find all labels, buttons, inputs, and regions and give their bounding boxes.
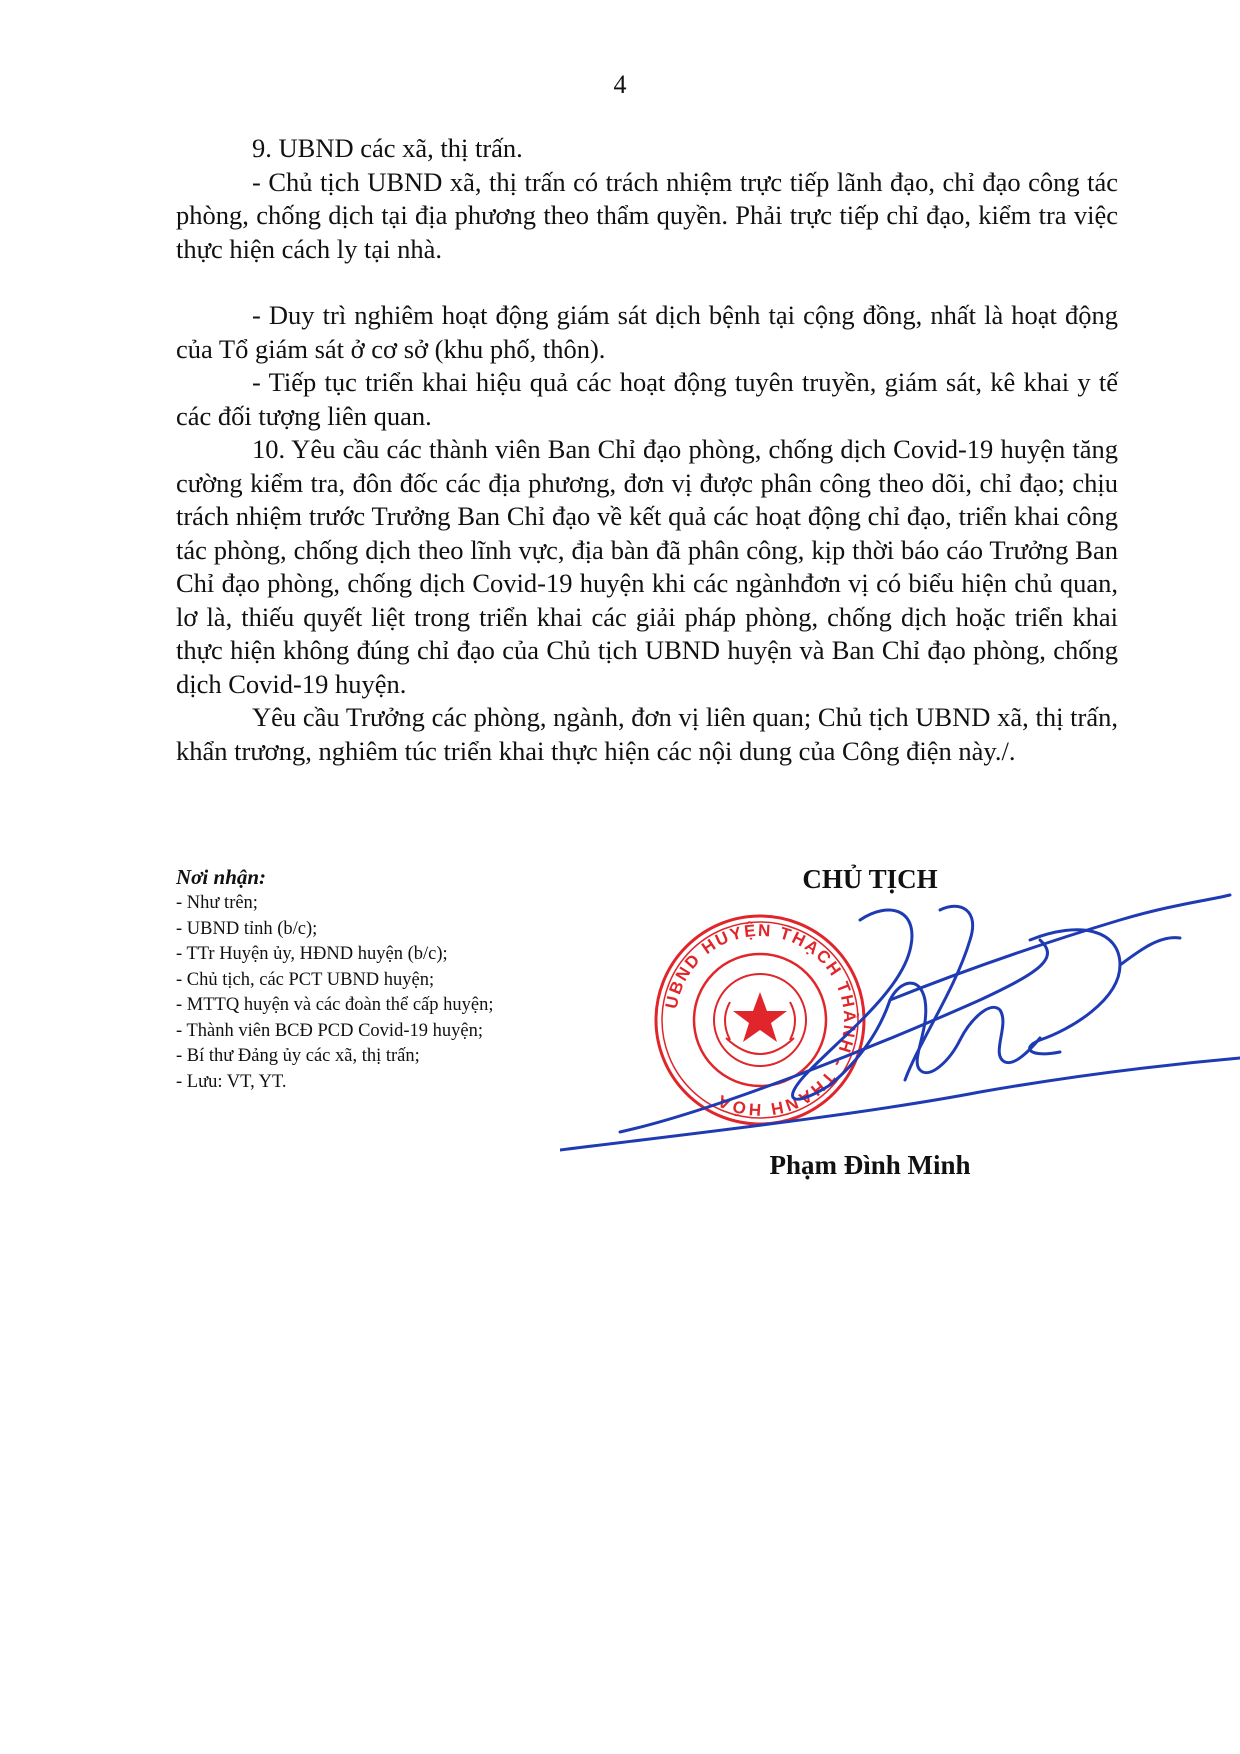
signer-title: CHỦ TỊCH xyxy=(802,864,938,894)
body-text xyxy=(176,132,1118,768)
seal-text: UBND HUYỆN THẠCH THÀNH - THANH HÓA xyxy=(661,920,860,1120)
recipient-item: - UBND tỉnh (b/c); xyxy=(176,918,318,939)
recipients-heading: Nơi nhận: xyxy=(176,865,267,889)
paragraph: - Tiếp tục triển khai hiệu quả các hoạt động tuyên truyền, giám sát, kê khai y tế các đối tượng liên quan. xyxy=(176,367,1118,431)
recipient-item: - Chủ tịch, các PCT UBND huyện; xyxy=(176,969,435,990)
page-number: 4 xyxy=(613,70,627,99)
recipient-item: - Như trên; xyxy=(176,893,258,913)
recipients-block xyxy=(176,864,616,1095)
paragraph: 9. UBND các xã, thị trấn. xyxy=(252,133,523,163)
recipient-item: - Lưu: VT, YT. xyxy=(176,1071,287,1092)
recipients-list xyxy=(176,891,616,1095)
signer-name: Phạm Đình Minh xyxy=(769,1150,971,1180)
handwritten-signature-icon xyxy=(560,880,1240,1180)
paragraph: Yêu cầu Trưởng các phòng, ngành, đơn vị liên quan; Chủ tịch UBND xã, thị trấn, khẩn trương, nghiêm túc triển khai thực hiện các nội dung của Công điện này./. xyxy=(176,702,1118,766)
paragraph: - Chủ tịch UBND xã, thị trấn có trách nhiệm trực tiếp lãnh đạo, chỉ đạo công tác phòng, chống dịch tại địa phương theo thẩm quyền. Phải trực tiếp chỉ đạo, kiểm tra việc thực hiện cách ly tại nhà. xyxy=(176,166,1118,264)
paragraph: - Duy trì nghiêm hoạt động giám sát dịch bệnh tại cộng đồng, nhất là hoạt động của Tổ giám sát ở cơ sở (khu phố, thôn). xyxy=(176,300,1118,364)
paragraph: 10. Yêu cầu các thành viên Ban Chỉ đạo phòng, chống dịch Covid-19 huyện tăng cường kiểm tra, đôn đốc các địa phương, đơn vị được phân công theo dõi, chỉ đạo; chịu trách nhiệm trước Trưởng Ban Chỉ đạo về kết quả các hoạt động chỉ đạo, triển khai công tác phòng, chống dịch theo lĩnh vực, địa bàn đã phân công, kịp thời báo cáo Trưởng Ban Chỉ đạo phòng, chống dịch Covid-19 huyện khi các ngànhđơn vị có biểu hiện chủ quan, lơ là, thiếu quyết liệt trong triển khai các giải pháp phòng, chống dịch hoặc triển khai thực hiện không đúng chỉ đạo của Chủ tịch UBND huyện và Ban Chỉ đạo phòng, chống dịch Covid-19 huyện. xyxy=(176,434,1118,699)
recipient-item: - Thành viên BCĐ PCD Covid-19 huyện; xyxy=(176,1020,483,1041)
recipient-item: - Bí thư Đảng ủy các xã, thị trấn; xyxy=(176,1046,420,1066)
recipient-item: - TTr Huyện ủy, HĐND huyện (b/c); xyxy=(176,944,448,964)
recipient-item: - MTTQ huyện và các đoàn thể cấp huyện; xyxy=(176,995,494,1015)
